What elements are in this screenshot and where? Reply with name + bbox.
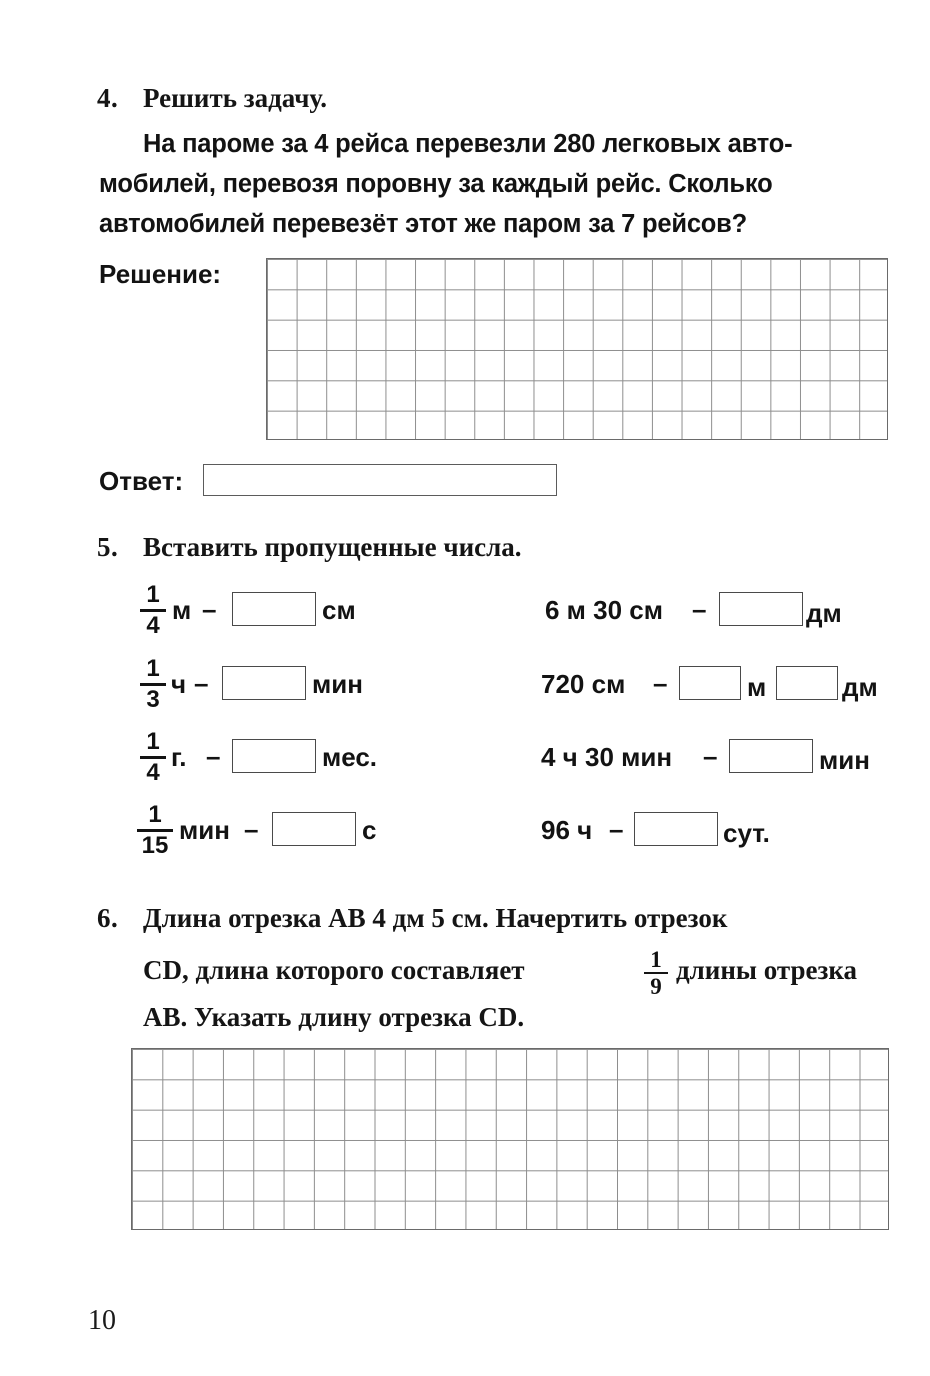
input-box-1-over-3-hours[interactable]: [222, 666, 306, 700]
page-number: 10: [88, 1305, 116, 1336]
dash-row-3-right: –: [703, 741, 718, 771]
dash-row-2-right: –: [653, 668, 668, 698]
fraction-denominator: 15: [141, 831, 169, 859]
fraction-numerator: 1: [650, 947, 662, 972]
expression-6m-30cm: 6 м 30 см: [545, 595, 663, 625]
exercise-6-line-2-before: CD, длина которого составляет: [143, 955, 525, 985]
input-box-720cm-meters[interactable]: [679, 666, 741, 700]
dash-row-3-left: –: [206, 741, 221, 771]
unit-to-seconds: с: [362, 815, 377, 845]
exercise-4-problem-line-2: мобилей, перевозя поровну за каждый рейс. Сколько: [99, 170, 773, 198]
expression-96h: 96 ч: [541, 815, 593, 845]
unit-days-row-4: сут.: [723, 818, 770, 848]
input-box-4h-30min-minutes[interactable]: [729, 739, 813, 773]
input-box-96h-days[interactable]: [634, 812, 718, 846]
dash-row-2-left: –: [194, 668, 209, 698]
fraction-denominator: 3: [146, 685, 160, 713]
unit-meters-row-2: м: [747, 672, 767, 702]
fraction-1-over-3-hours: [140, 657, 166, 712]
answer-label: Ответ:: [99, 466, 184, 496]
unit-to-months: мес.: [322, 742, 378, 772]
fraction-denominator: 9: [650, 974, 662, 1000]
unit-minutes-row-3: мин: [819, 745, 870, 775]
fraction-numerator: 1: [146, 581, 160, 608]
exercise-6-work-grid[interactable]: [131, 1048, 889, 1230]
unit-to-minutes: мин: [312, 669, 363, 699]
unit-to-centimeters: см: [322, 595, 356, 625]
exercise-4-problem-line-1: На пароме за 4 рейса перевезли 280 легковых авто-: [143, 130, 793, 158]
exercise-6-number: 6.: [97, 903, 119, 933]
dash-row-1-right: –: [692, 594, 707, 624]
input-box-1-over-4-meters[interactable]: [232, 592, 316, 626]
input-box-720cm-decimeters[interactable]: [776, 666, 838, 700]
exercise-5-number: 5.: [97, 532, 119, 562]
input-box-1-over-15-minutes[interactable]: [272, 812, 356, 846]
fraction-1-over-9: [644, 948, 668, 998]
fraction-denominator: 4: [146, 611, 160, 639]
input-box-6m-30cm-dm[interactable]: [719, 592, 803, 626]
dash-row-1-left: –: [202, 594, 217, 624]
exercise-5-title: Вставить пропущенные числа.: [143, 532, 522, 562]
exercise-6-line-3: AB. Указать длину отрезка CD.: [143, 1002, 525, 1032]
unit-from-years: г.: [171, 742, 187, 772]
unit-from-meters: м: [172, 595, 192, 625]
unit-from-minutes: мин: [179, 815, 230, 845]
expression-4h-30min: 4 ч 30 мин: [541, 742, 673, 772]
fraction-1-over-15-minutes: [137, 803, 173, 858]
dash-row-4-right: –: [609, 814, 624, 844]
exercise-6-line-2-after: длины отрезка: [676, 955, 857, 985]
fraction-numerator: 1: [148, 801, 162, 828]
exercise-4-number: 4.: [97, 83, 119, 113]
fraction-numerator: 1: [146, 655, 160, 682]
exercise-4-problem-line-3: автомобилей перевезёт этот же паром за 7 рейсов?: [99, 210, 748, 238]
fraction-1-over-4-meters: [140, 583, 166, 638]
exercise-6-line-1: Длина отрезка AB 4 дм 5 см. Начертить отрезок: [143, 903, 728, 933]
unit-from-hours: ч: [171, 669, 187, 699]
exercise-4-title: Решить задачу.: [143, 83, 327, 113]
fraction-numerator: 1: [146, 728, 160, 755]
exercise-4-answer-box[interactable]: [203, 464, 557, 496]
fraction-denominator: 4: [146, 758, 160, 786]
dash-row-4-left: –: [244, 814, 259, 844]
expression-720cm: 720 см: [541, 669, 626, 699]
exercise-4-work-grid[interactable]: [266, 258, 888, 440]
solution-label: Решение:: [99, 259, 222, 289]
unit-decimeters-row-2: дм: [842, 672, 878, 702]
input-box-1-over-4-years[interactable]: [232, 739, 316, 773]
unit-decimeters-row-1: дм: [806, 598, 842, 628]
fraction-1-over-4-years: [140, 730, 166, 785]
